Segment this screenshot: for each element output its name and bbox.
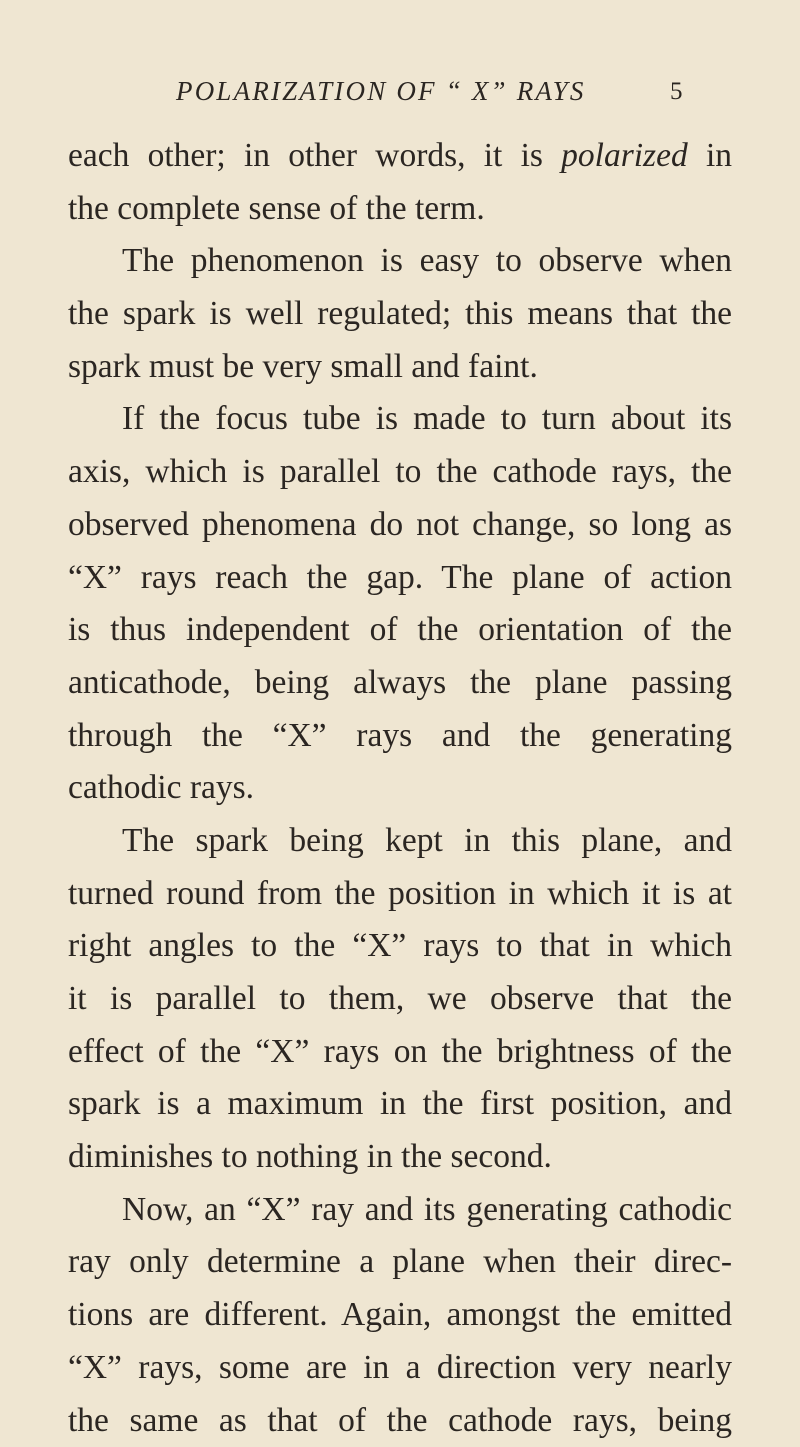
text-line: the spark is well regulated; this means that the [68, 288, 732, 341]
text-line: If the focus tube is made to turn about its [68, 393, 732, 446]
text-line: it is parallel to them, we observe that the [68, 973, 732, 1026]
text-line: is thus independent of the orientation of the [68, 604, 732, 657]
text-line: right angles to the “X” rays to that in which [68, 920, 732, 973]
text-line: diminishes to nothing in the second. [68, 1131, 732, 1184]
paragraph [68, 393, 732, 815]
text-line: “X” rays reach the gap. The plane of action [68, 552, 732, 605]
body-text [68, 130, 732, 1447]
page-number: 5 [670, 78, 683, 106]
text-line: the complete sense of the term. [68, 183, 732, 236]
text-line: observed phenomena do not change, so long as [68, 499, 732, 552]
text-line: the same as that of the cathode rays, being [68, 1395, 732, 1447]
paragraph [68, 130, 732, 235]
text-line: spark is a maximum in the first position, and [68, 1078, 732, 1131]
italic-text: polarized [561, 137, 688, 174]
paragraph [68, 1184, 732, 1447]
text-line: “X” rays, some are in a direction very nearly [68, 1342, 732, 1395]
text-line: The spark being kept in this plane, and [68, 815, 732, 868]
text-line: effect of the “X” rays on the brightness of the [68, 1026, 732, 1079]
paragraph [68, 235, 732, 393]
paragraph [68, 815, 732, 1184]
text-line: axis, which is parallel to the cathode rays, the [68, 446, 732, 499]
running-head [0, 76, 800, 120]
text-line: Now, an “X” ray and its generating cathodic [68, 1184, 732, 1237]
text-line: cathodic rays. [68, 762, 732, 815]
text-line: The phenomenon is easy to observe when [68, 235, 732, 288]
text-line: turned round from the position in which it is at [68, 868, 732, 921]
text-line: spark must be very small and faint. [68, 341, 732, 394]
text-line: anticathode, being always the plane passing [68, 657, 732, 710]
running-title: POLARIZATION OF “ X” RAYS [176, 76, 586, 107]
text-line: tions are different. Again, amongst the emitted [68, 1289, 732, 1342]
text-line: through the “X” rays and the generating [68, 710, 732, 763]
text-line: ray only determine a plane when their direc- [68, 1236, 732, 1289]
text-line: each other; in other words, it is polarized in [68, 130, 732, 183]
